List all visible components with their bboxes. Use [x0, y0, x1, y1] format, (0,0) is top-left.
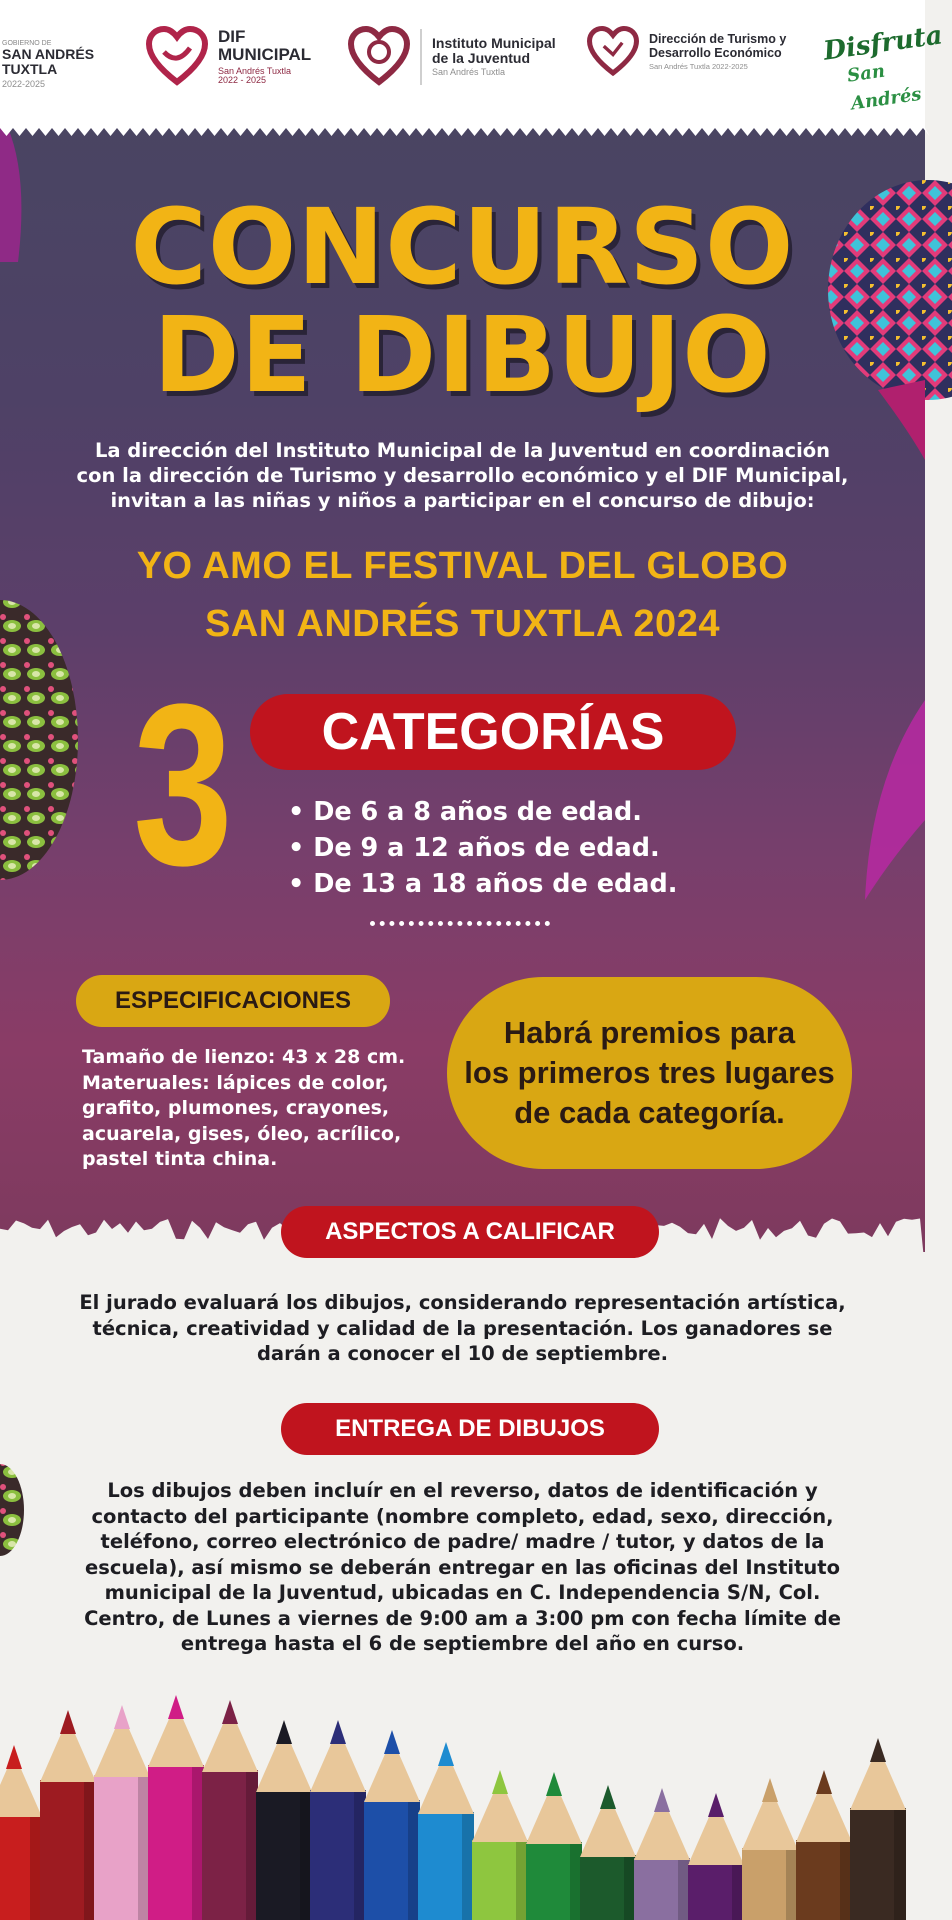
delivery-line: Centro, de Lunes a viernes de 9:00 am a 3:00 pm con fecha límite de: [84, 1606, 841, 1630]
pencil: [310, 1720, 366, 1920]
delivery-line: Los dibujos deben incluír en el reverso, datos de identificación y: [107, 1479, 818, 1502]
tur-line1: Dirección de Turismo y: [649, 32, 787, 47]
inst-line2: de la Juventud: [432, 49, 531, 66]
aspects-text: [60, 1290, 865, 1367]
pencil: [0, 1745, 42, 1920]
spec-line: Tamaño de lienzo: 43 x 28 cm.: [82, 1046, 406, 1068]
pencil: [418, 1742, 474, 1920]
pencil: [580, 1785, 636, 1920]
dotted-separator: [370, 918, 550, 926]
pencil: [148, 1695, 204, 1920]
inst-sub: San Andrés Tuxtla: [432, 67, 506, 78]
gobierno-san-andres-logo: [2, 40, 102, 89]
disfruta-san-andres-logo: [821, 20, 945, 115]
intro-line: con la dirección de Turismo y desarrollo económico y el DIF Municipal,: [76, 464, 849, 487]
prize-line: los primeros tres lugares: [464, 1055, 835, 1090]
pencil: [688, 1793, 744, 1920]
aspects-line: darán a conocer el 10 de septiembre.: [256, 1342, 669, 1365]
right-purple-streamer: [850, 700, 925, 940]
aspects-heading: ASPECTOS A CALIFICAR: [281, 1206, 659, 1258]
prize-line: de cada categoría.: [514, 1095, 785, 1130]
tur-sub: San Andrés Tuxtla 2022-2025: [649, 61, 748, 71]
category-item: • De 9 a 12 años de edad.: [288, 830, 768, 866]
delivery-line: municipal de la Juventud, ubicadas en C. Independencia S/N, Col.: [104, 1581, 821, 1604]
delivery-line: contacto del participante (nombre completo, edad, sexo, dirección,: [91, 1504, 834, 1528]
logo-bar: [0, 0, 945, 128]
festival-title-line1: YO AMO EL FESTIVAL DEL GLOBO: [136, 545, 789, 587]
categories-list: [288, 794, 768, 902]
pencil: [94, 1705, 150, 1920]
pencil: [634, 1788, 690, 1920]
heart-icon: [587, 26, 639, 78]
spec-line: pastel tinta china.: [82, 1148, 278, 1170]
gobierno-years: 2022-2025: [2, 78, 46, 89]
delivery-line: escuela), así mismo se deberán entregar en las oficinas del Instituto: [84, 1555, 841, 1579]
small-globe-lower-left: [0, 1460, 26, 1560]
pencil: [742, 1778, 798, 1920]
delivery-line: teléfono, correo electrónico de padre/ madre / tutor, y datos de la: [100, 1530, 825, 1553]
main-title-line2: DE DIBUJO: [153, 294, 772, 416]
pencil: [526, 1772, 582, 1920]
main-title-line1: CONCURSO: [130, 186, 795, 308]
colored-pencils-image: [0, 1690, 925, 1920]
prize-badge: [447, 977, 852, 1169]
specifications-text: [82, 1045, 432, 1173]
disf-line2: San Andrés: [845, 60, 923, 115]
prize-line: Habrá premios para: [503, 1015, 796, 1050]
aspects-line: técnica, creatividad y calidad de la presentación. Los ganadores se: [92, 1316, 833, 1340]
delivery-text: [60, 1478, 865, 1657]
pencil: [202, 1700, 258, 1920]
spec-line: acuarela, gises, óleo, acrílico,: [82, 1122, 402, 1145]
dif-line2: MUNICIPAL: [218, 45, 312, 65]
dif-sub1: San Andrés Tuxtla: [218, 65, 292, 76]
pencil: [256, 1720, 312, 1920]
pencil: [364, 1730, 420, 1920]
dif-line1: DIF: [218, 27, 246, 47]
pencil: [796, 1770, 852, 1920]
delivery-line: entrega hasta el 6 de septiembre del año en curso.: [180, 1632, 745, 1655]
spec-line: Materuales: lápices de color,: [82, 1071, 389, 1094]
pencil: [472, 1770, 528, 1920]
category-item: • De 13 a 18 años de edad.: [288, 866, 768, 902]
heart-icon: [146, 26, 208, 88]
festival-title-line2: SAN ANDRÉS TUXTLA 2024: [205, 603, 720, 645]
aspects-line: El jurado evaluará los dibujos, considerando representación artística,: [79, 1291, 846, 1314]
pencil: [850, 1738, 906, 1920]
heart-icon: [348, 26, 410, 88]
specifications-heading: ESPECIFICACIONES: [76, 975, 390, 1027]
delivery-heading: ENTREGA DE DIBUJOS: [281, 1403, 659, 1455]
dif-municipal-logo: [146, 26, 311, 88]
instituto-juventud-logo: [348, 26, 556, 88]
tur-line2: Desarrollo Económico: [649, 45, 782, 60]
disf-line1: Disfruta: [821, 20, 945, 67]
intro-paragraph: [50, 438, 875, 513]
gobierno-label: SAN ANDRÉS TUXTLA: [2, 46, 95, 78]
spec-line: grafito, plumones, crayones,: [82, 1097, 390, 1119]
pencil: [40, 1710, 96, 1920]
intro-line: La dirección del Instituto Municipal de la Juventud en coordinación: [94, 439, 831, 462]
inst-line1: Instituto Municipal: [432, 35, 556, 52]
category-count: 3: [133, 656, 233, 913]
gobierno-small-label: GOBIERNO DE: [2, 40, 52, 47]
dif-sub2: 2022 - 2025: [218, 75, 267, 86]
category-item: • De 6 a 8 años de edad.: [288, 794, 768, 830]
direccion-turismo-logo: [587, 26, 786, 78]
intro-line: invitan a las niñas y niños a participar en el concurso de dibujo:: [110, 489, 815, 512]
categories-heading: CATEGORÍAS: [250, 694, 736, 770]
